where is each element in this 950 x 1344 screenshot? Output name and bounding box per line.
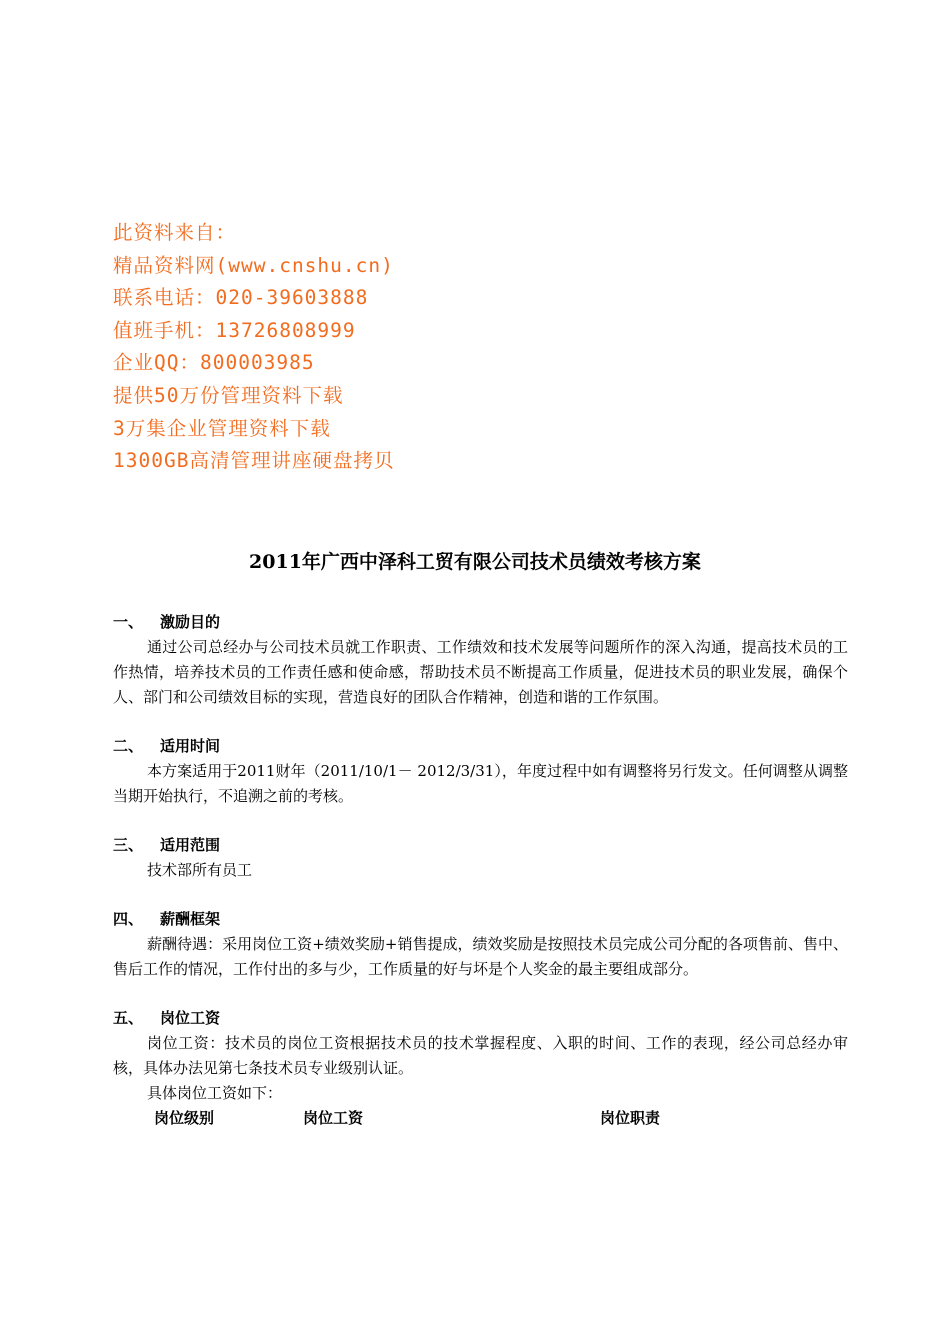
- section-paragraph: 技术部所有员工: [147, 861, 253, 879]
- section-number: 二、: [113, 737, 144, 755]
- section-number: 一、: [113, 613, 144, 631]
- document-title: 2011年广西中泽科工贸有限公司技术员绩效考核方案: [249, 551, 701, 573]
- promo-line-phone: 联系电话：020-39603888: [113, 286, 369, 310]
- section-title: 适用时间: [160, 737, 221, 755]
- section-paragraph: 通过公司总经办与公司技术员就工作职责、工作绩效和技术发展等问题所作的深入沟通，提高技术员的工作热情，培养技术员的工作责任感和使命感，帮助技术员不断提高工作质量，促进技术员的职业发展，确保个人、部门和公司绩效目标的实现，营造良好的团队合作精神，创造和谐的工作氛围。: [113, 638, 848, 706]
- promo-line-offer-1: 提供50万份管理资料下载: [113, 383, 344, 407]
- promo-line-offer-3: 1300GB高清管理讲座硬盘拷贝: [113, 449, 395, 473]
- column-header-duty: 岗位职责: [600, 1109, 661, 1127]
- section-heading: [113, 734, 848, 759]
- column-header-level: 岗位级别: [154, 1109, 215, 1127]
- section-number: 五、: [113, 1009, 144, 1027]
- section-title: 激励目的: [160, 613, 221, 631]
- section-heading: [113, 1006, 848, 1031]
- section-number: 四、: [113, 910, 144, 928]
- section-number: 三、: [113, 836, 144, 854]
- section-title: 薪酬框架: [160, 910, 221, 928]
- promo-line-offer-2: 3万集企业管理资料下载: [113, 416, 331, 440]
- document-body: [113, 610, 848, 1131]
- promo-block: [113, 217, 394, 478]
- promo-line-mobile: 值班手机：13726808999: [113, 318, 356, 342]
- section-paragraph: 本方案适用于2011财年（2011/10/1－ 2012/3/31），年度过程中如有调整将另行发文。任何调整从调整当期开始执行，不追溯之前的考核。: [113, 762, 848, 805]
- promo-line-website: 精品资料网(www.cnshu.cn): [113, 253, 394, 277]
- section-heading: [113, 833, 848, 858]
- promo-line-source: 此资料来自：: [113, 221, 237, 244]
- section-paragraph: 岗位工资：技术员的岗位工资根据技术员的技术掌握程度、入职的时间、工作的表现，经公司总经办审核，具体办法见第七条技术员专业级别认证。: [113, 1034, 848, 1077]
- column-header-salary: 岗位工资: [303, 1109, 364, 1127]
- promo-line-qq: 企业QQ：800003985: [113, 351, 315, 375]
- section-paragraph: 薪酬待遇：采用岗位工资+绩效奖励+销售提成，绩效奖励是按照技术员完成公司分配的各项售前、售中、售后工作的情况，工作付出的多与少，工作质量的好与坏是个人奖金的最主要组成部分。: [113, 935, 848, 978]
- section-title: 岗位工资: [160, 1009, 221, 1027]
- salary-table-header: [113, 1106, 848, 1131]
- section-heading: [113, 907, 848, 932]
- section-heading: [113, 610, 848, 635]
- section-title: 适用范围: [160, 836, 221, 854]
- section-paragraph: 具体岗位工资如下：: [147, 1084, 283, 1102]
